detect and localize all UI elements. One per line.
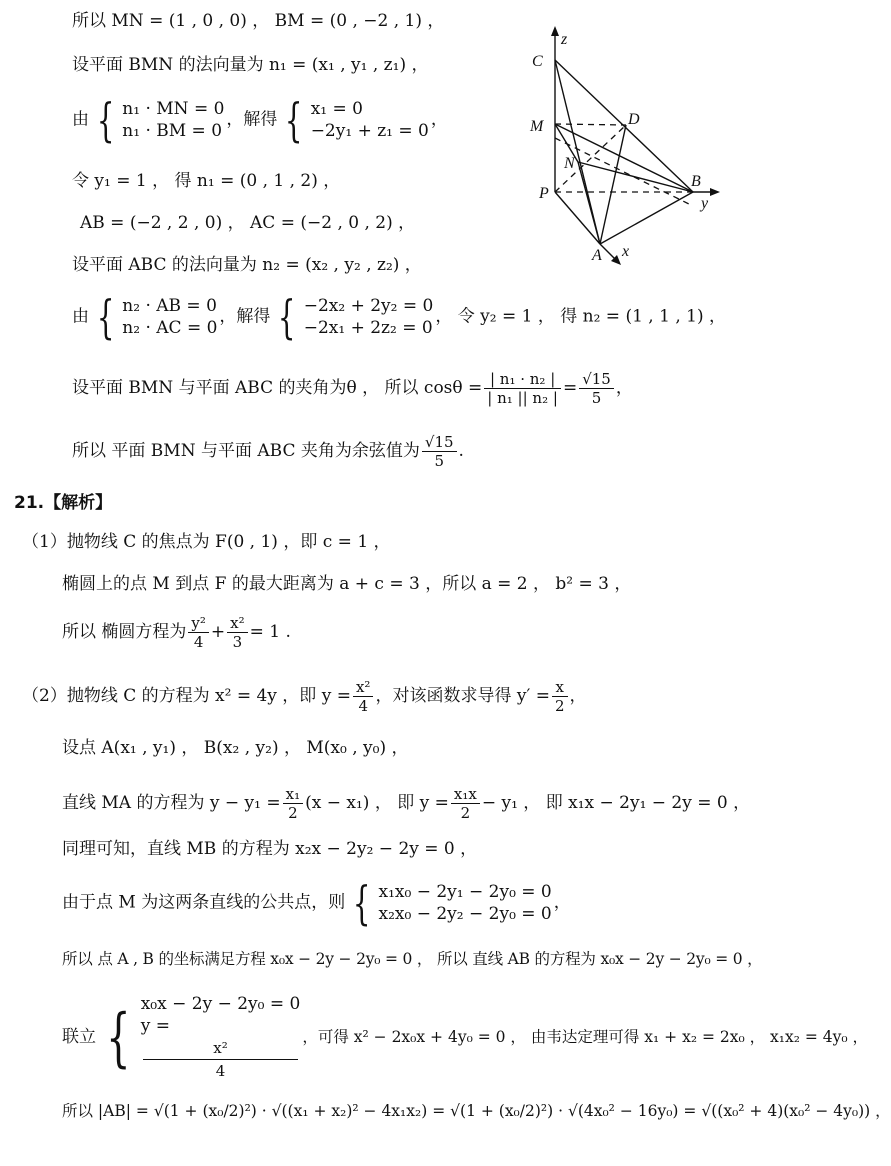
p1-line-b: 椭圆上的点 M 到点 F 的最大距离为 a + c = 3 ，所以 a = 2 ， b² = 3 ，	[62, 574, 632, 594]
system-4: { −2x₂ + 2y₂ = 0 −2x₁ + 2z₂ = 0	[278, 290, 434, 344]
line-6: 设平面 ABC 的法向量为 n₂ = (x₂ , y₂ , z₂) ，	[72, 255, 422, 275]
line-8	[72, 370, 633, 407]
p2-line-e-post: ，	[553, 892, 571, 913]
system-2: { x₁ = 0 −2y₁ + z₁ = 0	[285, 93, 429, 147]
system-6-row-b-pre: y =	[140, 1016, 170, 1036]
fraction-x2-over-4-b-den: 4	[215, 1062, 226, 1080]
system-2-row-a: x₁ = 0	[310, 99, 363, 119]
p2-line-h-eq-1: =	[432, 1102, 446, 1120]
line-8-pre: 设平面 BMN 与平面 ABC 的夹角为θ ， 所以 cosθ =	[72, 378, 483, 398]
fraction-sqrt15-a-den: 5	[591, 389, 602, 407]
p2-line-a-post: ，	[569, 686, 587, 706]
line-8-post: ，	[615, 378, 633, 398]
fraction-x2-over-4-b-num: x²	[143, 1037, 299, 1060]
label-M: M	[530, 118, 544, 135]
line-9-post: .	[458, 441, 464, 461]
label-B: B	[691, 173, 701, 190]
p2-line-h-expr-2: √(1 + (x₀/2)²) · √(4x₀² − 16y₀)	[450, 1102, 679, 1120]
fraction-x1x-over-2-num: x₁x	[451, 785, 480, 804]
system-3-row-a: n₂ · AB = 0	[122, 296, 217, 316]
geometry-figure	[528, 22, 738, 272]
fraction-sqrt15-b-den: 5	[434, 452, 444, 470]
label-x: x	[622, 243, 630, 260]
fraction-x2-over-4	[353, 678, 373, 715]
fraction-x1x-over-2-den: 2	[460, 804, 471, 822]
fraction-x2-3	[227, 614, 247, 651]
system-4-row-b: −2x₁ + 2z₂ = 0	[303, 318, 433, 338]
p2-line-c-mid: (x − x₁) ， 即 y =	[305, 793, 449, 813]
p2-line-h-expr-3: √((x₀² + 4)(x₀² − 4y₀)) ，	[701, 1102, 891, 1120]
fraction-x-over-2-num: x	[552, 678, 568, 697]
fraction-x2-over-4-num: x²	[353, 678, 373, 697]
label-A: A	[592, 247, 602, 264]
system-6-row-b	[141, 1015, 301, 1082]
label-C: C	[532, 53, 543, 70]
p2-line-h	[62, 1100, 891, 1122]
edge-MD-dashed	[555, 124, 626, 125]
fraction-x2-3-den: 3	[232, 633, 243, 651]
label-P: P	[539, 185, 549, 202]
line-7	[72, 290, 726, 344]
system-2-row-b: −2y₁ + z₁ = 0	[310, 121, 429, 141]
fraction-x1-over-2-den: 2	[288, 804, 298, 822]
p2-line-h-pre: 所以 |AB| =	[62, 1102, 149, 1120]
line-3-mid: ，解得	[226, 109, 278, 130]
fraction-x2-3-num: x²	[227, 614, 247, 633]
p1-line-c-plus: +	[210, 622, 226, 642]
p2-line-h-expr-1: √(1 + (x₀/2)²) · √((x₁ + x₂)² − 4x₁x₂)	[153, 1102, 428, 1120]
p1-line-c-post: = 1 .	[249, 622, 291, 642]
fraction-x2-over-4-den: 4	[358, 697, 368, 715]
heading-21: 21.【解析】	[14, 493, 113, 513]
system-5-row-a: x₁x₀ − 2y₁ − 2y₀ = 0	[378, 882, 552, 902]
p2-line-g-post: ，可得 x² − 2x₀x + 4y₀ = 0 ， 由韦达定理可得 x₁ + x₂ = 2x₀ ， x₁x₂ = 4y₀ ，	[302, 1028, 869, 1046]
fraction-cos	[484, 370, 561, 407]
line-1: 所以 MN = (1 , 0 , 0) ， BM = (0 , −2 , 1) ，	[72, 11, 445, 31]
p1-line-c-pre: 所以 椭圆方程为	[62, 622, 187, 642]
p2-line-g	[62, 993, 868, 1082]
line-7-pre: 由	[72, 306, 89, 327]
fraction-sqrt15-b	[422, 433, 457, 470]
fraction-x2-over-4-b	[143, 1037, 299, 1082]
fraction-x-over-2-den: 2	[554, 697, 565, 715]
p2-line-e	[62, 876, 571, 930]
line-8-eq: =	[562, 378, 578, 398]
system-6-row-a: x₀x − 2y − 2y₀ = 0	[140, 994, 301, 1014]
fraction-cos-den: | n₁ || n₂ |	[487, 389, 558, 407]
fraction-sqrt15-a-num: √15	[579, 370, 614, 389]
p2-line-a	[22, 678, 587, 715]
label-D: D	[628, 111, 640, 128]
fraction-y2-4	[188, 614, 209, 651]
label-z: z	[561, 31, 568, 48]
fraction-sqrt15-a	[579, 370, 614, 407]
p2-line-a-pre: （2）抛物线 C 的方程为 x² = 4y ，即 y =	[22, 686, 351, 706]
edge-AB	[600, 192, 693, 244]
line-3-pre: 由	[72, 109, 89, 130]
fraction-x-over-2	[552, 678, 568, 715]
p2-line-b: 设点 A(x₁ , y₁) ， B(x₂ , y₂) ， M(x₀ , y₀) ，	[62, 738, 409, 758]
p1-line-c	[62, 614, 291, 651]
p1-line-a: （1）抛物线 C 的焦点为 F(0 , 1) ，即 c = 1 ，	[22, 532, 391, 552]
p2-line-c-pre: 直线 MA 的方程为 y − y₁ =	[62, 793, 281, 813]
line-9	[72, 433, 464, 470]
system-1-row-b: n₁ · BM = 0	[122, 121, 223, 141]
line-3	[72, 93, 448, 147]
z-axis-arrow	[551, 26, 559, 36]
system-1: { n₁ · MN = 0 n₁ · BM = 0	[96, 93, 225, 147]
p2-line-d: 同理可知，直线 MB 的方程为 x₂x − 2y₂ − 2y = 0 ，	[62, 839, 478, 859]
p2-line-f: 所以 点 A , B 的坐标满足方程 x₀x − 2y − 2y₀ = 0 ， 所以 直线 AB 的方程为 x₀x − 2y − 2y₀ = 0 ，	[62, 950, 763, 968]
p2-line-c	[62, 785, 750, 822]
system-1-row-a: n₁ · MN = 0	[122, 99, 225, 119]
label-N: N	[564, 155, 575, 172]
line-3-post: ，	[430, 109, 448, 130]
p2-line-c-post: − y₁ ， 即 x₁x − 2y₁ − 2y = 0 ，	[481, 793, 751, 813]
label-y: y	[701, 195, 709, 212]
line-9-pre: 所以 平面 BMN 与平面 ABC 夹角为余弦值为	[72, 441, 420, 461]
fraction-y2-4-num: y²	[188, 614, 209, 633]
line-5: AB = (−2 , 2 , 0) ， AC = (−2 , 0 , 2) ，	[80, 213, 416, 233]
edge-AD	[600, 125, 626, 244]
fraction-cos-num: | n₁ · n₂ |	[484, 370, 561, 389]
p2-line-h-eq-2: =	[683, 1102, 697, 1120]
fraction-x1-over-2	[283, 785, 303, 822]
p2-line-g-pre: 联立	[62, 1027, 96, 1047]
line-7-mid: ，解得	[219, 306, 271, 327]
line-7-post: ， 令 y₂ = 1 ， 得 n₂ = (1 , 1 , 1) ，	[435, 306, 726, 327]
system-3-row-b: n₂ · AC = 0	[122, 318, 218, 338]
fraction-x1-over-2-num: x₁	[283, 785, 303, 804]
system-6: { x₀x − 2y − 2y₀ = 0 y = x² 4	[106, 994, 301, 1080]
fraction-x1x-over-2	[451, 785, 480, 822]
p2-line-e-pre: 由于点 M 为这两条直线的公共点，则	[62, 892, 346, 913]
system-4-row-a: −2x₂ + 2y₂ = 0	[303, 296, 434, 316]
fraction-sqrt15-b-num: √15	[422, 433, 457, 452]
p2-line-a-mid: ，对该函数求导得 y′ =	[375, 686, 550, 706]
fraction-y2-4-den: 4	[193, 633, 204, 651]
system-3: { n₂ · AB = 0 n₂ · AC = 0	[96, 290, 218, 344]
system-5: { x₁x₀ − 2y₁ − 2y₀ = 0 x₂x₀ − 2y₂ − 2y₀ = 0	[353, 876, 552, 930]
system-5-row-b: x₂x₀ − 2y₂ − 2y₀ = 0	[378, 904, 552, 924]
y-axis-arrow	[710, 188, 720, 196]
line-2: 设平面 BMN 的法向量为 n₁ = (x₁ , y₁ , z₁) ，	[72, 55, 429, 75]
line-4: 令 y₁ = 1 ， 得 n₁ = (0 , 1 , 2) ，	[72, 171, 341, 191]
